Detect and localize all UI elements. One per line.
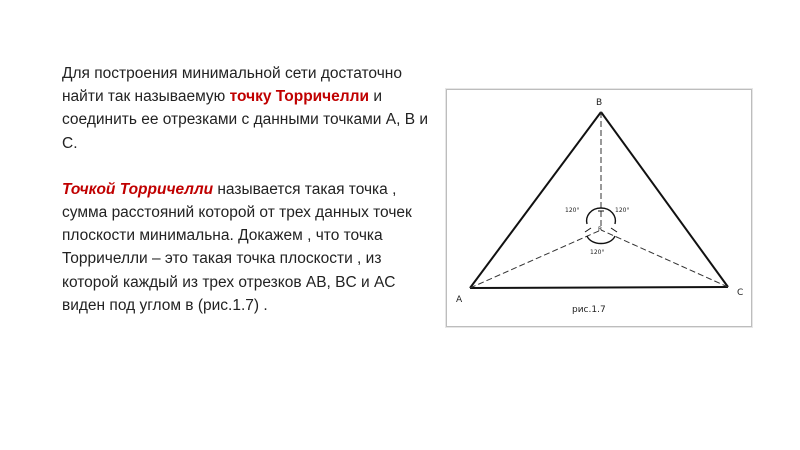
text-block (62, 62, 432, 317)
label-b: B (596, 98, 603, 108)
segment-pa (470, 230, 601, 288)
arc-left (587, 208, 601, 224)
paragraph-gap (62, 155, 432, 178)
side-bc (601, 112, 728, 287)
angle-label-bottom: 120° (590, 249, 605, 256)
figure-caption: рис.1.7 (572, 305, 606, 315)
arc-right (601, 208, 615, 224)
segment-pc (601, 230, 728, 287)
torricelli-point-highlight: точку Торричелли (229, 88, 370, 106)
p2-body: называется такая точка , сумма расстояний которой от трех данных точек плоскости минимальна. Докажем , что точка Торричелли – это такая точка плоскости , из которой каждый из трех отрезков AB, BC и AC виден под углом в (62, 180, 412, 314)
side-ac (470, 287, 728, 288)
label-c: C (737, 288, 744, 298)
side-ab (470, 112, 601, 288)
triangle-diagram (447, 90, 751, 326)
p1-start: Для построения минимальной сети достаточно найти так называемую (62, 65, 402, 106)
torricelli-definition-highlight: Точкой Торричелли (62, 180, 214, 198)
angle-label-right: 120° (615, 207, 630, 214)
p1-end: и соединить ее отрезками с данными точками A, B и C. (62, 88, 429, 152)
figure-frame (446, 89, 752, 327)
paragraph-1 (62, 62, 432, 155)
arc-bottom (587, 236, 615, 244)
tick-left (585, 228, 591, 232)
point-p-label: P (598, 226, 602, 233)
tick-right (611, 228, 617, 232)
label-a: A (456, 295, 463, 305)
p2-end: (рис.1.7) . (197, 296, 268, 314)
angle-label-left: 120° (565, 207, 580, 214)
paragraph-2 (62, 178, 432, 317)
